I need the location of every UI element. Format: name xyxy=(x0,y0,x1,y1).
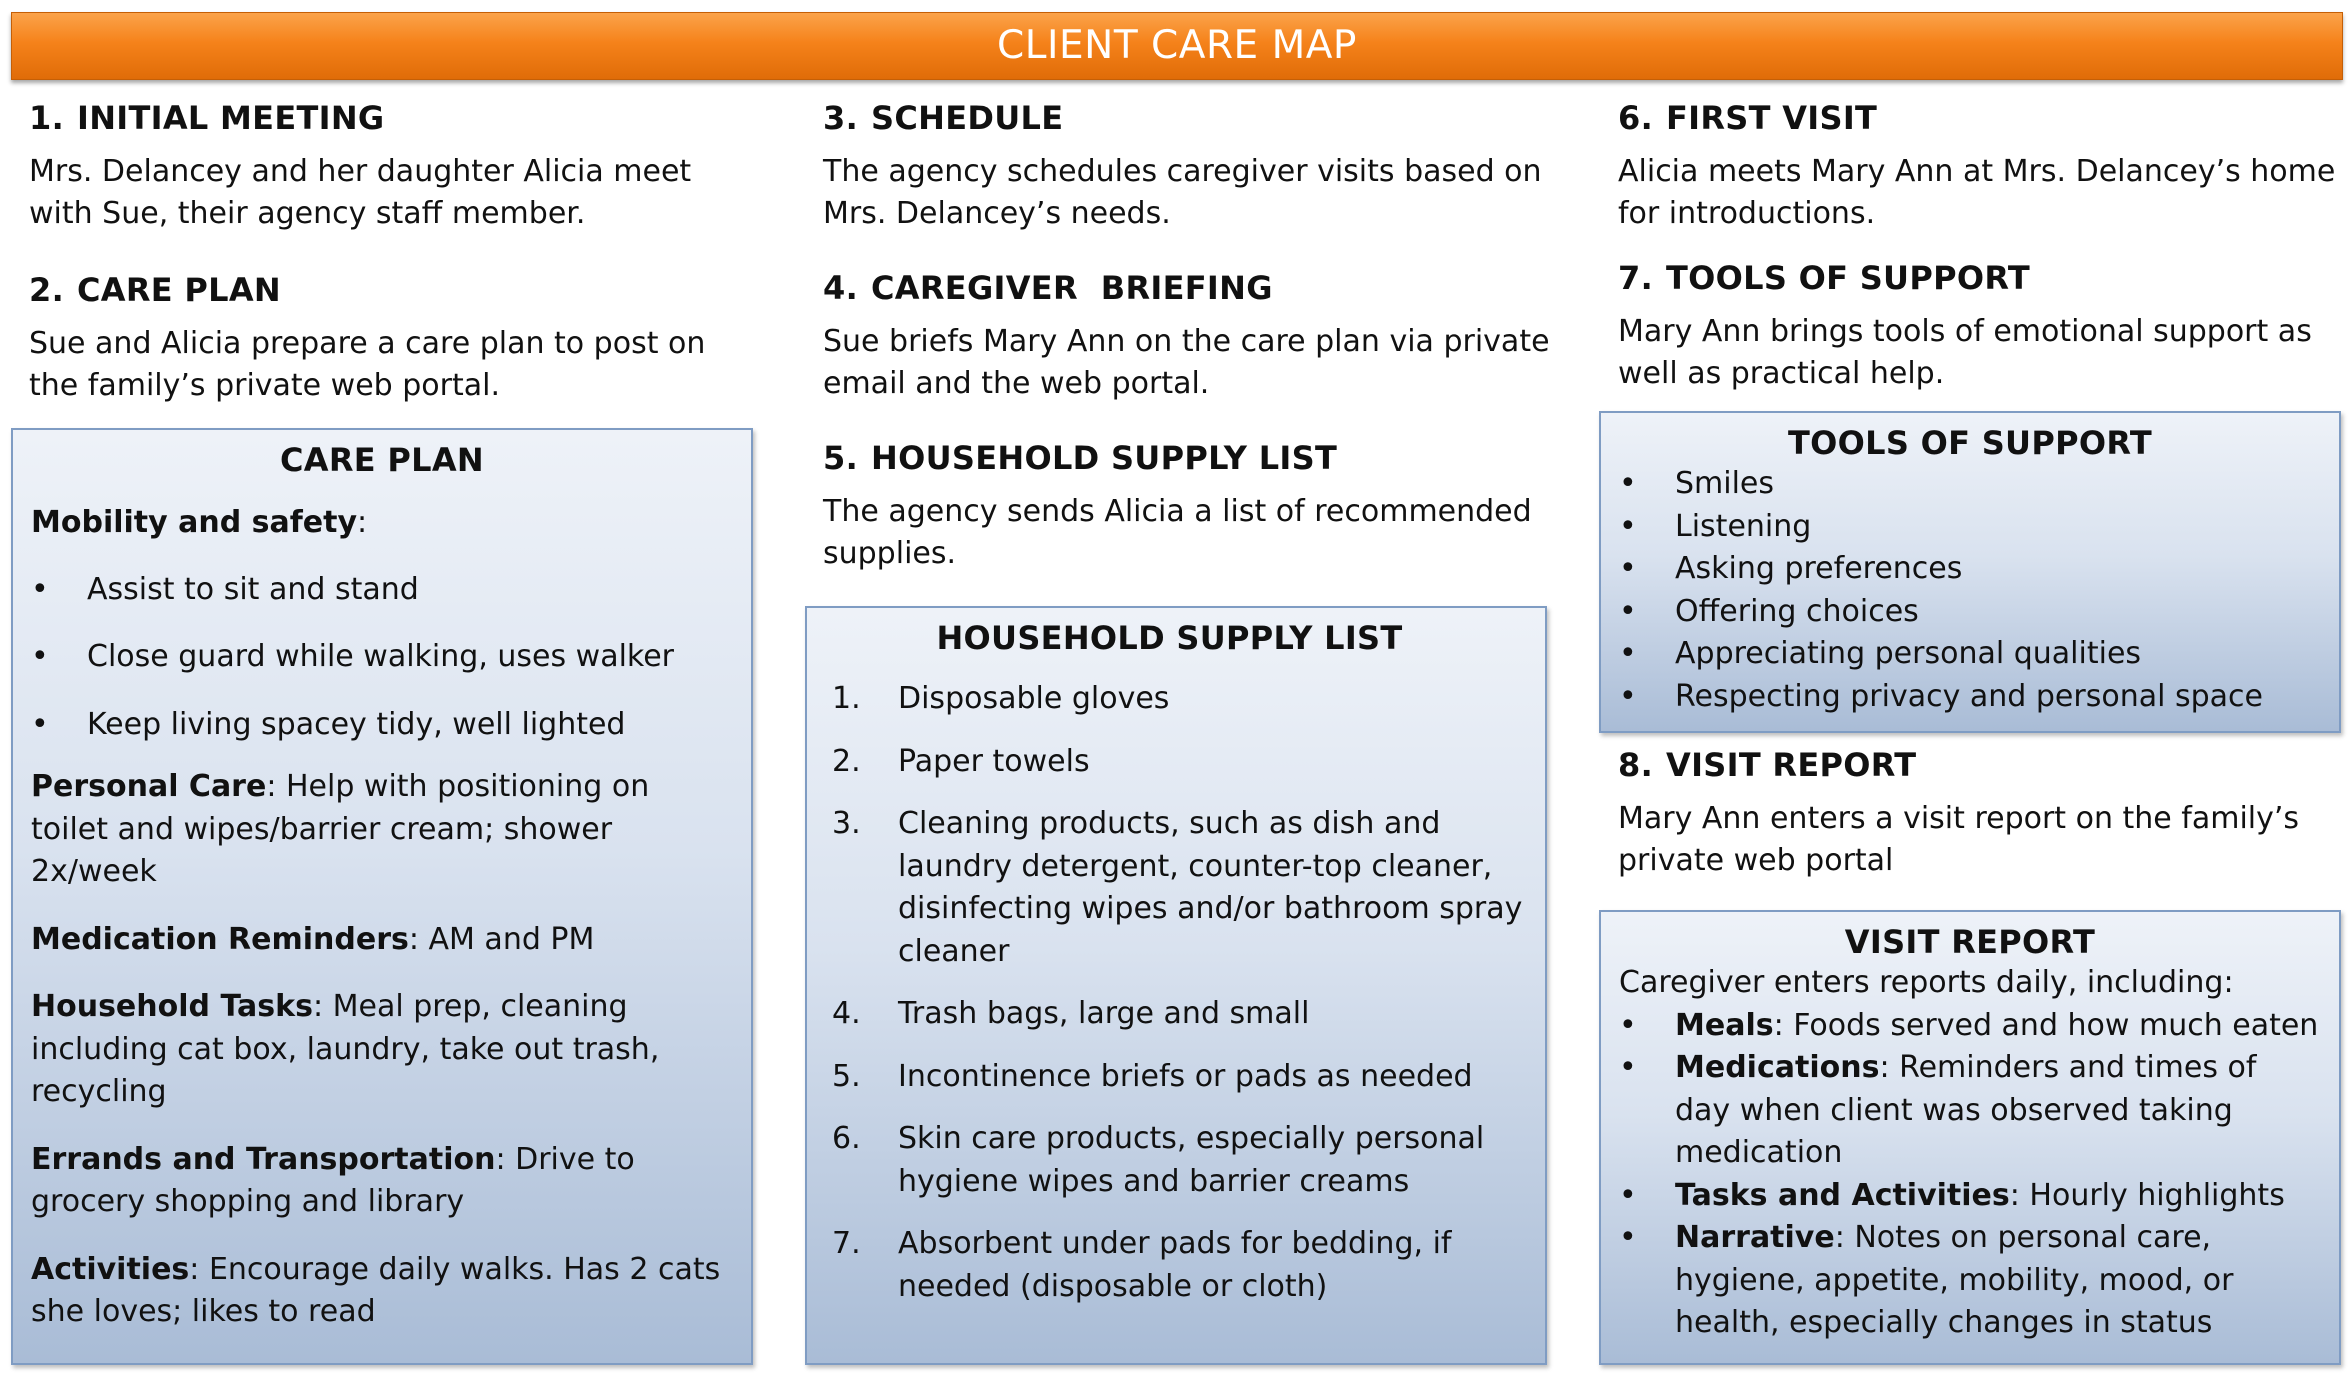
visit-report-title: VISIT REPORT xyxy=(1844,923,2096,961)
list-item xyxy=(812,803,1527,973)
step-heading xyxy=(1618,98,2338,138)
item-number: 1. xyxy=(832,681,861,716)
activities-para xyxy=(31,1249,733,1334)
item-text: Cleaning products, such as dish and laundry detergent, counter-top cleaner, disinfecting wipes and/or bathroom spray cleaner xyxy=(898,806,1523,969)
item-text: Trash bags, large and small xyxy=(898,996,1310,1031)
list-item xyxy=(812,1118,1527,1203)
item-text: Paper towels xyxy=(898,743,1090,779)
step-description: Mary Ann brings tools of emotional support as well as practical help. xyxy=(1618,314,2312,391)
step-description: Alicia meets Mary Ann at Mrs. Delancey’s home for introductions. xyxy=(1618,154,2336,231)
step-title: INITIAL MEETING xyxy=(77,99,385,137)
list-item: • Keep living spacey tidy, well lighted xyxy=(31,704,733,747)
list-item: • Listening xyxy=(1619,506,2321,549)
step-number: 3. xyxy=(823,99,859,137)
step-heading xyxy=(1618,258,2338,298)
supply-list-title: HOUSEHOLD SUPPLY LIST xyxy=(936,619,1403,657)
list-item xyxy=(1619,1047,2321,1175)
item-text: : Reminders and times of day when client was observed taking medication xyxy=(1675,1050,2257,1170)
step-description: Mary Ann enters a visit report on the family’s private web portal xyxy=(1618,801,2300,878)
item-number: 6. xyxy=(832,1121,861,1156)
step-description: Sue briefs Mary Ann on the care plan via private email and the web portal. xyxy=(823,324,1550,401)
page-title: CLIENT CARE MAP xyxy=(997,23,1357,68)
personal-care-para xyxy=(31,766,733,894)
errands-label: Errands and Transportation xyxy=(31,1141,496,1177)
item-text: : Foods served and how much eaten xyxy=(1773,1007,2319,1043)
item-label: Meals xyxy=(1675,1007,1774,1043)
step-description: Mrs. Delancey and her daughter Alicia meet with Sue, their agency staff member. xyxy=(29,154,692,231)
tools-list xyxy=(1619,463,2321,718)
item-label: Narrative xyxy=(1675,1220,1835,1255)
step-description: Sue and Alicia prepare a care plan to post on the family’s private web portal. xyxy=(29,326,706,403)
item-text: Absorbent under pads for bedding, if needed (disposable or cloth) xyxy=(898,1226,1452,1304)
list-item: • Appreciating personal qualities xyxy=(1619,633,2321,676)
medication-label: Medication Reminders xyxy=(31,921,409,957)
step-number: 8. xyxy=(1618,746,1654,784)
mobility-label: Mobility and safety xyxy=(31,505,358,540)
step-heading xyxy=(823,268,1553,308)
tools-title: TOOLS OF SUPPORT xyxy=(1788,424,2152,462)
care-plan-title: CARE PLAN xyxy=(280,441,484,479)
step-number: 2. xyxy=(29,271,65,309)
tools-of-support-box xyxy=(1599,411,2341,733)
step-title: CARE PLAN xyxy=(77,271,281,309)
household-tasks-text: : Meal prep, cleaning including cat box, laundry, take out trash, recycling xyxy=(31,989,660,1109)
mobility-colon: : xyxy=(357,505,368,540)
step-heading xyxy=(1618,745,2338,785)
step-number: 7. xyxy=(1618,259,1654,297)
step-care-plan xyxy=(29,270,759,407)
list-item: • Assist to sit and stand xyxy=(31,569,733,612)
mobility-heading xyxy=(31,502,733,545)
step-number: 4. xyxy=(823,269,859,307)
list-item xyxy=(812,1223,1527,1308)
mobility-list xyxy=(31,569,733,747)
medication-text: : AM and PM xyxy=(408,921,595,957)
step-caregiver-briefing xyxy=(823,268,1553,405)
item-text: Disposable gloves xyxy=(898,681,1170,716)
step-tools-of-support xyxy=(1618,258,2338,395)
item-number: 2. xyxy=(832,743,861,779)
step-title: TOOLS OF SUPPORT xyxy=(1666,259,2030,297)
medication-para xyxy=(31,919,733,962)
step-number: 5. xyxy=(823,439,859,477)
step-title: VISIT REPORT xyxy=(1666,746,1917,784)
step-heading xyxy=(823,438,1553,478)
item-text: Skin care products, especially personal hygiene wipes and barrier creams xyxy=(898,1121,1485,1199)
supply-list xyxy=(812,678,1527,1308)
personal-care-text: : Help with positioning on toilet and wipes/barrier cream; shower 2x/week xyxy=(31,769,650,889)
step-number: 6. xyxy=(1618,99,1654,137)
list-item xyxy=(1619,1175,2321,1218)
page-title-banner xyxy=(11,12,2343,80)
step-number: 1. xyxy=(29,99,65,137)
list-item: • Smiles xyxy=(1619,463,2321,506)
list-item xyxy=(812,678,1527,721)
list-item: • Offering choices xyxy=(1619,591,2321,634)
item-text: : Hourly highlights xyxy=(2009,1177,2285,1213)
list-item: • Respecting privacy and personal space xyxy=(1619,676,2321,719)
household-tasks-label: Household Tasks xyxy=(31,989,313,1024)
item-number: 7. xyxy=(832,1226,861,1261)
visit-report-box xyxy=(1599,910,2341,1365)
list-item xyxy=(1619,1005,2321,1048)
item-number: 5. xyxy=(832,1058,861,1094)
step-heading xyxy=(29,270,759,310)
step-title: HOUSEHOLD SUPPLY LIST xyxy=(871,439,1338,477)
step-title: FIRST VISIT xyxy=(1666,99,1878,137)
list-item xyxy=(812,1056,1527,1099)
list-item: • Close guard while walking, uses walker xyxy=(31,636,733,679)
list-item xyxy=(812,741,1527,784)
care-plan-box xyxy=(11,428,753,1365)
step-heading xyxy=(823,98,1553,138)
step-visit-report xyxy=(1618,745,2338,882)
item-label: Medications xyxy=(1675,1050,1880,1085)
visit-report-list xyxy=(1619,1005,2321,1345)
household-tasks-para xyxy=(31,986,733,1114)
errands-para xyxy=(31,1139,733,1224)
step-initial-meeting xyxy=(29,98,759,235)
step-title: SCHEDULE xyxy=(871,99,1064,137)
personal-care-label: Personal Care xyxy=(31,769,267,804)
supply-list-box xyxy=(805,606,1547,1365)
item-number: 3. xyxy=(832,806,861,841)
item-text: Incontinence briefs or pads as needed xyxy=(898,1058,1473,1094)
list-item: • Asking preferences xyxy=(1619,548,2321,591)
step-first-visit xyxy=(1618,98,2338,235)
step-heading xyxy=(29,98,759,138)
activities-text: : Encourage daily walks. Has 2 cats she loves; likes to read xyxy=(31,1251,721,1329)
step-description: The agency sends Alicia a list of recommended supplies. xyxy=(823,494,1532,571)
item-label: Tasks and Activities xyxy=(1675,1177,2010,1213)
item-text: : Notes on personal care, hygiene, appetite, mobility, mood, or health, especially changes in status xyxy=(1675,1220,2234,1340)
list-item xyxy=(812,993,1527,1036)
item-number: 4. xyxy=(832,996,861,1031)
step-schedule xyxy=(823,98,1553,235)
step-title: CAREGIVER BRIEFING xyxy=(871,269,1273,307)
activities-label: Activities xyxy=(31,1251,190,1287)
list-item xyxy=(1619,1217,2321,1345)
visit-report-intro: Caregiver enters reports daily, including: xyxy=(1619,965,2234,1000)
step-description: The agency schedules caregiver visits based on Mrs. Delancey’s needs. xyxy=(823,154,1542,231)
errands-text: : Drive to grocery shopping and library xyxy=(31,1141,635,1219)
step-household-supply-list xyxy=(823,438,1553,575)
